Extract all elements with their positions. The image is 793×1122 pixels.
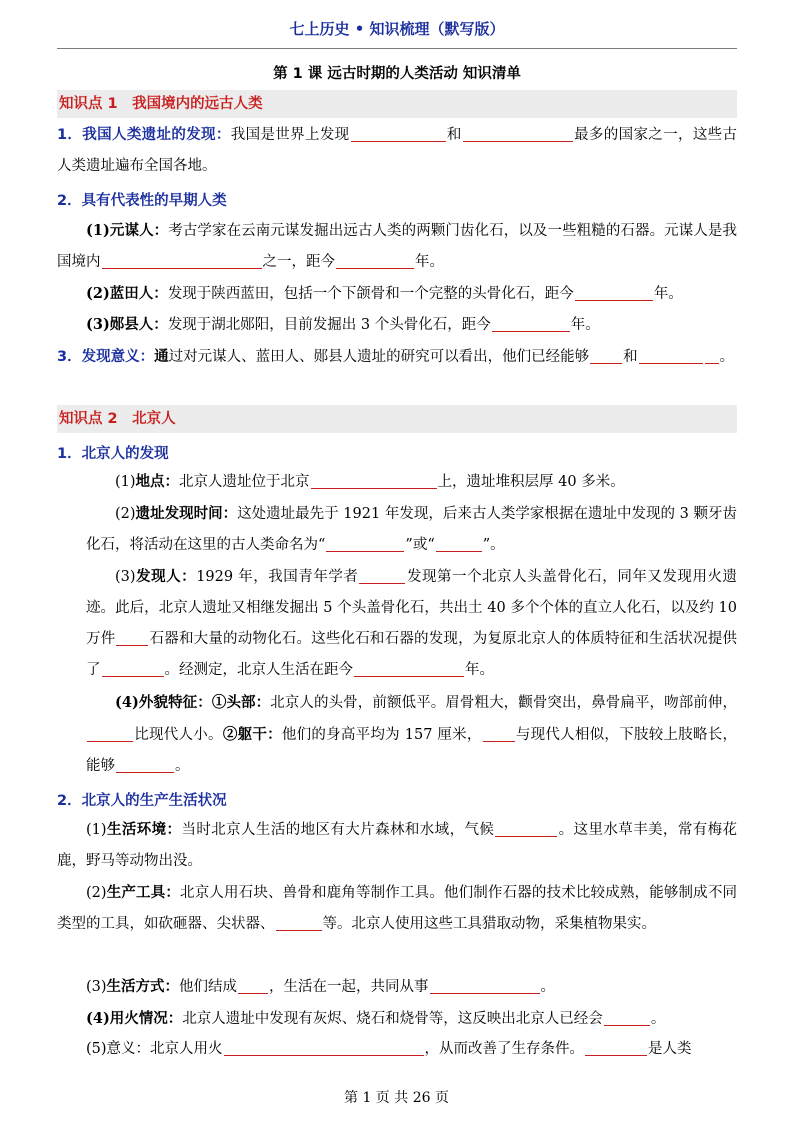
life-prefix: (3) bbox=[86, 979, 107, 995]
kp2-meaning bbox=[57, 1034, 737, 1065]
blank[interactable] bbox=[430, 979, 540, 994]
kp2-appearance bbox=[86, 687, 737, 782]
yunxian-text-2: 年。 bbox=[570, 317, 600, 333]
blank[interactable] bbox=[604, 1011, 650, 1026]
blank[interactable] bbox=[705, 349, 719, 364]
time-prefix: (2) bbox=[115, 506, 136, 522]
kp1-s3-text-0: 通 bbox=[154, 348, 169, 365]
look-text-4: 与现代人相似，下肢较上肢略长，能够 bbox=[86, 727, 738, 774]
page-number: 第 1 页 共 26 页 bbox=[344, 1090, 449, 1106]
kp1-s3-text-2: 和 bbox=[623, 349, 638, 365]
kp1-lantian bbox=[57, 278, 737, 310]
kp1-s1-text-2: 和 bbox=[446, 127, 462, 143]
header-divider bbox=[57, 48, 737, 49]
fire-text-2: 。 bbox=[650, 1011, 666, 1027]
tools-prefix: (2) bbox=[86, 885, 107, 901]
meaning-text-1: (5)意义：北京人用火 bbox=[86, 1041, 223, 1057]
blank[interactable] bbox=[354, 662, 464, 677]
look-text-1: 北京人的头骨，前额低平。眉骨粗大，颧骨突出，鼻骨扁平，吻部前伸， bbox=[270, 695, 738, 711]
kp1-yunxian bbox=[57, 309, 737, 341]
kp2-time bbox=[86, 498, 737, 561]
yuanmou-text-3: 年。 bbox=[415, 254, 444, 270]
look-text-5: 。 bbox=[175, 758, 190, 774]
document-header-title: 七上历史 • 知识梳理（默写版） bbox=[289, 20, 505, 38]
blank[interactable] bbox=[326, 537, 404, 552]
blank[interactable] bbox=[359, 569, 405, 584]
blank[interactable] bbox=[336, 254, 414, 269]
kp1-s3-text-3: 。 bbox=[719, 349, 735, 365]
blank[interactable] bbox=[102, 254, 262, 269]
blank[interactable] bbox=[238, 979, 268, 994]
life-text-2: ，生活在一起，共同从事 bbox=[269, 979, 429, 995]
meaning-text-2: ，从而改善了生存条件。 bbox=[424, 1041, 585, 1057]
blank[interactable] bbox=[492, 317, 570, 332]
blank[interactable] bbox=[351, 127, 446, 142]
time-text-1: 这处遗址最先于 1921 年发现，后来古人类学家根据在遗址中发现的 3 颗牙齿化石，将活动在这里的古人类命名为“ bbox=[86, 506, 737, 553]
kp2-section-1-title: 1．北京人的发现 bbox=[57, 446, 169, 462]
tools-label: 生产工具： bbox=[106, 884, 181, 901]
blank[interactable] bbox=[436, 537, 482, 552]
blank[interactable] bbox=[575, 286, 653, 301]
meaning-text-3: 是人类 bbox=[648, 1041, 692, 1057]
blank[interactable] bbox=[463, 127, 573, 142]
kp2-environment bbox=[57, 814, 737, 877]
blank[interactable] bbox=[483, 727, 515, 742]
env-text-2: 。这里水草丰美，常有梅花鹿，野马等动物出没。 bbox=[57, 822, 738, 869]
site-text-1: 北京人遗址位于北京 bbox=[179, 474, 310, 490]
site-prefix: (1) bbox=[115, 474, 136, 490]
kp1-s3-label: 3．发现意义： bbox=[57, 349, 155, 365]
kp2-finder bbox=[86, 561, 737, 686]
lesson-title: 第 1 课 远古时期的人类活动 知识清单 bbox=[273, 66, 521, 82]
kp2-lifestyle bbox=[57, 971, 737, 1003]
finder-label: 发现人： bbox=[135, 568, 197, 585]
time-label: 遗址发现时间： bbox=[135, 505, 238, 522]
kp2-fire-use bbox=[57, 1003, 737, 1035]
knowledge-point-1-title: 知识点 1 我国境内的远古人类 bbox=[57, 90, 737, 118]
life-text-1: 他们结成 bbox=[179, 979, 238, 995]
kp2-site bbox=[86, 466, 737, 498]
knowledge-point-2-title: 知识点 2 北京人 bbox=[57, 405, 737, 433]
life-text-3: 。 bbox=[540, 979, 556, 995]
finder-prefix: (3) bbox=[115, 569, 136, 585]
env-text-1: 当时北京人生活的地区有大片森林和水域，气候 bbox=[181, 822, 495, 838]
blank[interactable] bbox=[116, 631, 148, 646]
kp1-section-2-title: 2．具有代表性的早期人类 bbox=[57, 193, 227, 209]
lantian-label: (2)蓝田人： bbox=[86, 285, 168, 302]
kp2-tools bbox=[57, 877, 737, 940]
yuanmou-label: (1)元谋人： bbox=[86, 222, 169, 239]
look-label-2: ②躯干： bbox=[222, 726, 282, 743]
tools-text-1: 北京人用石块、兽骨和鹿角等制作工具。他们制作石器的技术比较成熟，能够制成不同类型的工具，如砍砸器、尖状器、 bbox=[57, 885, 738, 932]
look-text-3: 他们的身高平均为 157 厘米， bbox=[281, 727, 482, 743]
kp1-s1-text-1: 我国是世界上发现 bbox=[230, 127, 350, 143]
time-text-2: ”或“ bbox=[405, 537, 435, 553]
kp1-s1-label: 1．我国人类遗址的发现： bbox=[57, 127, 231, 143]
blank[interactable] bbox=[276, 916, 322, 931]
blank[interactable] bbox=[590, 349, 622, 364]
yunxian-text-1: 发现于湖北郧阳，目前发掘出 3 个头骨化石，距今 bbox=[167, 317, 491, 333]
lantian-text-1: 发现于陕西蓝田，包括一个下颌骨和一个完整的头骨化石，距今 bbox=[167, 286, 574, 302]
kp1-section-3 bbox=[57, 341, 737, 373]
blank[interactable] bbox=[495, 822, 557, 837]
lantian-text-2: 年。 bbox=[653, 286, 683, 302]
kp1-yuanmou bbox=[57, 215, 737, 278]
blank[interactable] bbox=[116, 758, 174, 773]
fire-text-1: 北京人遗址中发现有灰烬、烧石和烧骨等，这反映出北京人已经会 bbox=[182, 1011, 603, 1027]
time-text-3: ”。 bbox=[482, 537, 505, 553]
finder-text-2: 发现第一个北京人头盖骨化石，同年又发现用火遗迹。此后，北京人遗址又相继发掘出 5 个头盖骨化石，共出土 40 多个个体的直立人化石，以及约 10 万件 bbox=[86, 569, 738, 647]
blank[interactable] bbox=[639, 349, 703, 364]
kp2-section-2-title: 2．北京人的生产生活状况 bbox=[57, 793, 227, 809]
blank[interactable] bbox=[585, 1041, 647, 1056]
finder-text-4: 。经测定，北京人生活在距今 bbox=[164, 662, 353, 678]
yunxian-label: (3)郧县人： bbox=[86, 316, 168, 333]
env-prefix: (1) bbox=[86, 822, 107, 838]
blank[interactable] bbox=[87, 727, 133, 742]
finder-text-1: 1929 年，我国青年学者 bbox=[196, 569, 359, 585]
kp1-s3-text-1: 过对元谋人、蓝田人、郧县人遗址的研究可以看出，他们已经能够 bbox=[168, 349, 590, 365]
blank[interactable] bbox=[224, 1041, 424, 1056]
site-text-2: 上，遗址堆积层厚 40 多米。 bbox=[437, 474, 625, 490]
look-label-1: (4)外貌特征：①头部： bbox=[115, 694, 271, 711]
site-label: 地点： bbox=[135, 473, 180, 490]
env-label: 生活环境： bbox=[106, 821, 182, 838]
life-label: 生活方式： bbox=[106, 978, 180, 995]
blank[interactable] bbox=[102, 662, 164, 677]
yuanmou-text-1: 考古学家在云南元谋发掘出远古人类的两颗门齿化石，以及一些粗糙的石器。元谋人是我国境内 bbox=[57, 223, 738, 270]
yuanmou-text-2: 之一，距今 bbox=[262, 254, 335, 270]
look-text-2: 比现代人小。 bbox=[134, 727, 223, 743]
finder-text-5: 年。 bbox=[465, 662, 494, 678]
blank[interactable] bbox=[311, 474, 437, 489]
fire-label: (4)用火情况： bbox=[86, 1010, 183, 1027]
finder-text-3: 石器和大量的动物化石。这些化石和石器的发现，为复原北京人的体质特征和生活状况提供了 bbox=[86, 631, 738, 678]
kp1-s1-text-3: 最多的国家之一，这些古人类遗址遍布全国各地。 bbox=[57, 127, 738, 174]
tools-text-2: 等。北京人使用这些工具猎取动物，采集植物果实。 bbox=[322, 916, 656, 932]
kp1-section-1 bbox=[57, 120, 737, 182]
